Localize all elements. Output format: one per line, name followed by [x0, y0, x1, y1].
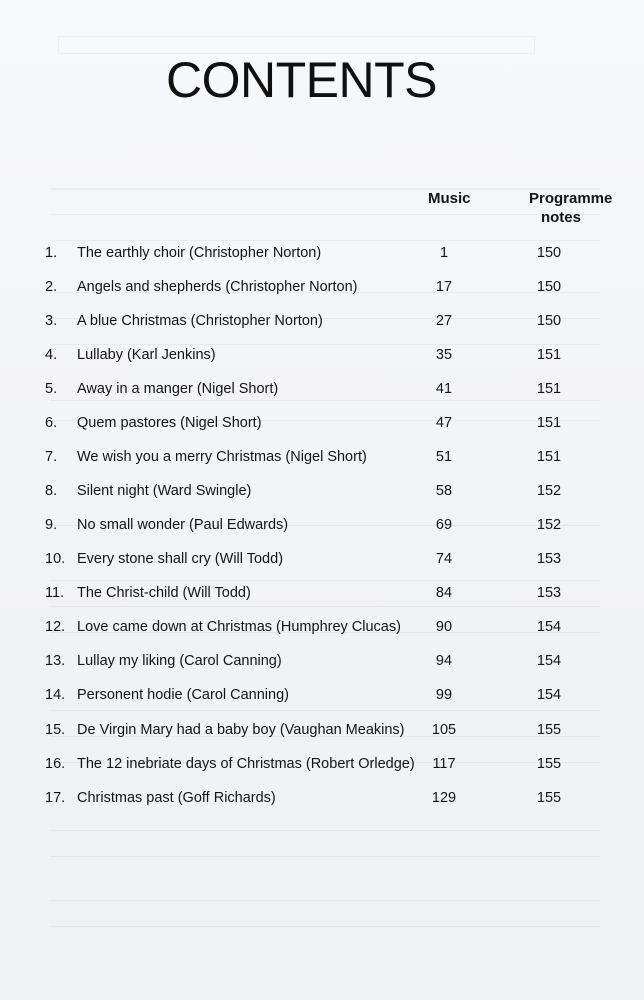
entry-music-page: 58: [435, 483, 453, 499]
show-through-line: [50, 214, 600, 215]
show-through-line: [50, 188, 600, 190]
entry-title: Love came down at Christmas (Humphrey Clucas): [77, 619, 401, 635]
entry-title: Silent night (Ward Swingle): [77, 483, 252, 499]
entry-notes-page: 154: [536, 687, 562, 703]
entry-number: 7.: [45, 449, 58, 465]
entry-notes-page: 155: [536, 790, 562, 806]
entry-music-page: 99: [435, 687, 453, 703]
entry-title: Lullay my liking (Carol Canning): [77, 653, 282, 669]
entry-title: Christmas past (Goff Richards): [77, 790, 276, 806]
entry-number: 3.: [45, 313, 58, 329]
entry-number: 5.: [45, 381, 58, 397]
show-through-line: [50, 926, 600, 927]
entry-music-page: 90: [435, 619, 453, 635]
entry-notes-page: 155: [536, 722, 562, 738]
entry-music-page: 1: [439, 245, 449, 261]
entry-music-page: 27: [435, 313, 453, 329]
entry-notes-page: 151: [536, 381, 562, 397]
contents-entry: [0, 444, 644, 470]
entry-number: 9.: [45, 517, 58, 533]
entry-music-page: 51: [435, 449, 453, 465]
entry-title: Lullaby (Karl Jenkins): [77, 347, 216, 363]
entry-music-page: 47: [435, 415, 453, 431]
show-through-line: [50, 900, 600, 901]
show-through-line: [50, 606, 600, 607]
contents-entry: [0, 512, 644, 538]
entry-music-page: 69: [435, 517, 453, 533]
entry-music-page: 117: [432, 756, 456, 772]
entry-number: 12.: [45, 619, 66, 635]
entry-title: De Virgin Mary had a baby boy (Vaughan Meakins): [77, 722, 405, 738]
entry-number: 8.: [45, 483, 58, 499]
entry-title: The 12 inebriate days of Christmas (Robert Orledge): [77, 756, 415, 772]
entry-notes-page: 151: [536, 347, 562, 363]
entry-notes-page: 151: [536, 449, 562, 465]
show-through-line: [50, 856, 600, 857]
entry-number: 17.: [45, 790, 66, 806]
entry-notes-page: 150: [536, 279, 562, 295]
contents-entry: [0, 376, 644, 402]
entry-music-page: 105: [431, 722, 457, 738]
entry-title: Quem pastores (Nigel Short): [77, 415, 262, 431]
entry-notes-page: 150: [536, 313, 562, 329]
contents-entry: [0, 546, 644, 572]
entry-music-page: 41: [435, 381, 453, 397]
entry-music-page: 94: [435, 653, 453, 669]
entry-number: 13.: [45, 653, 66, 669]
entry-number: 4.: [45, 347, 58, 363]
show-through-line: [50, 830, 600, 831]
entry-title: No small wonder (Paul Edwards): [77, 517, 289, 533]
entry-notes-page: 155: [536, 756, 562, 772]
programme-notes-column-header: [529, 189, 613, 227]
entry-number: 10.: [45, 551, 66, 567]
entry-music-page: 84: [435, 585, 453, 601]
contents-entry: [0, 410, 644, 436]
entry-title: The Christ-child (Will Todd): [77, 585, 251, 601]
entry-number: 1.: [45, 245, 58, 261]
music-column-header: Music: [428, 190, 471, 207]
entry-notes-page: 153: [536, 551, 562, 567]
entry-title: Personent hodie (Carol Canning): [77, 687, 289, 703]
contents-entry: [0, 785, 644, 811]
page-title: CONTENTS: [166, 52, 437, 108]
entry-title: The earthly choir (Christopher Norton): [77, 245, 322, 261]
contents-entry: [0, 580, 644, 606]
entry-title: We wish you a merry Christmas (Nigel Short): [77, 449, 367, 465]
show-through-line: [50, 710, 600, 711]
contents-entry: [0, 717, 644, 743]
contents-entry: [0, 478, 644, 504]
entry-number: 6.: [45, 415, 58, 431]
entry-music-page: 129: [431, 790, 457, 806]
contents-entry: [0, 308, 644, 334]
entry-title: A blue Christmas (Christopher Norton): [77, 313, 323, 329]
entry-notes-page: 152: [536, 517, 562, 533]
entry-number: 14.: [45, 687, 66, 703]
entry-notes-page: 154: [536, 653, 562, 669]
entry-music-page: 74: [435, 551, 453, 567]
entry-notes-page: 150: [536, 245, 562, 261]
contents-entry: [0, 274, 644, 300]
entry-notes-page: 154: [536, 619, 562, 635]
entry-number: 15.: [45, 722, 66, 738]
entry-title: Away in a manger (Nigel Short): [77, 381, 279, 397]
entry-music-page: 35: [435, 347, 453, 363]
entry-title: Every stone shall cry (Will Todd): [77, 551, 284, 567]
contents-entry: [0, 240, 644, 266]
entry-title: Angels and shepherds (Christopher Norton): [77, 279, 358, 295]
contents-entry: [0, 682, 644, 708]
entry-number: 2.: [45, 279, 58, 295]
entry-notes-page: 151: [536, 415, 562, 431]
programme-header-line-1: Programme: [529, 190, 613, 207]
contents-entry: [0, 342, 644, 368]
entry-notes-page: 153: [536, 585, 562, 601]
contents-entry: [0, 751, 644, 777]
entry-number: 16.: [45, 756, 66, 772]
entry-number: 11.: [45, 585, 65, 601]
contents-entry: [0, 648, 644, 674]
entry-notes-page: 152: [536, 483, 562, 499]
contents-entry: [0, 614, 644, 640]
entry-music-page: 17: [435, 279, 453, 295]
programme-header-line-2: notes: [540, 209, 581, 226]
